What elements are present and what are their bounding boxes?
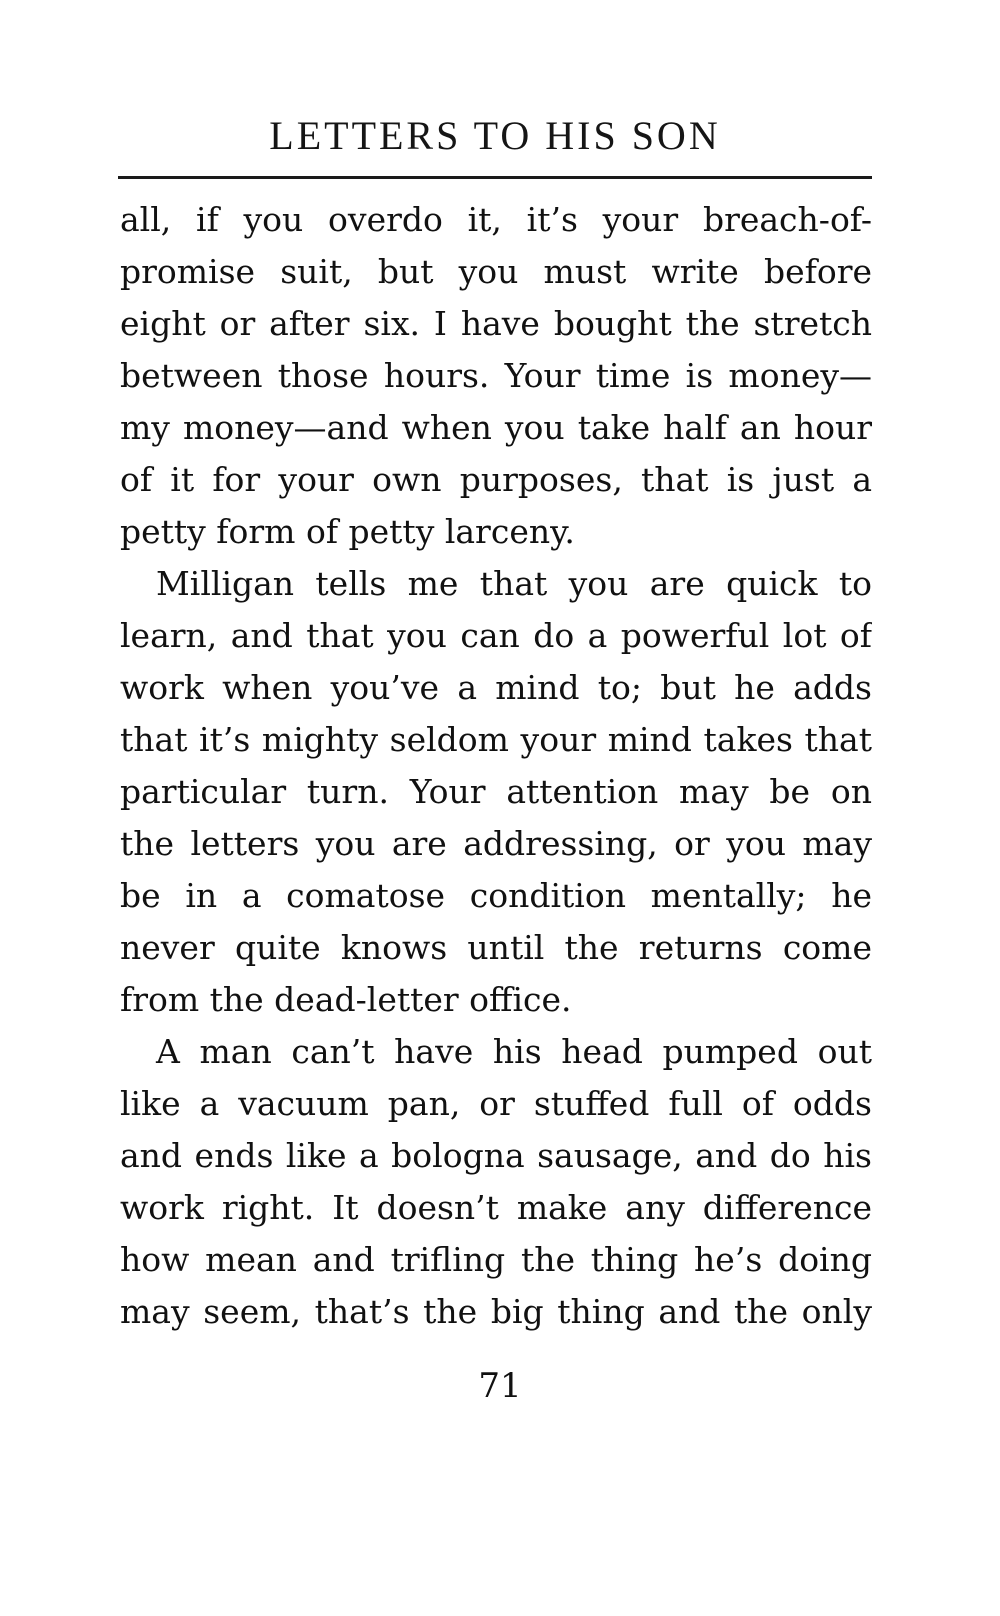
text-line: how mean and trifling the thing he’s doing xyxy=(120,1240,872,1279)
text-line: that it’s mighty seldom your mind takes that xyxy=(120,720,872,759)
text-line: be in a comatose condition mentally; he xyxy=(120,876,872,915)
text-line: the letters you are addressing, or you may xyxy=(120,824,872,863)
text-line: may seem, that’s the big thing and the only xyxy=(120,1292,872,1331)
paragraph xyxy=(120,1026,872,1338)
text-line: A man can’t have his head pumped out xyxy=(156,1032,872,1071)
text-line: eight or after six. I have bought the stretch xyxy=(120,304,872,343)
running-head: LETTERS TO HIS SON xyxy=(269,113,721,158)
paragraph xyxy=(120,558,872,1026)
body-text xyxy=(120,194,872,1338)
paragraph xyxy=(120,194,872,558)
text-line: never quite knows until the returns come xyxy=(120,928,872,967)
text-line: and ends like a bologna sausage, and do his xyxy=(120,1136,872,1175)
text-line: my money—and when you take half an hour xyxy=(120,408,872,447)
text-line: between those hours. Your time is money— xyxy=(120,356,872,395)
text-line: work right. It doesn’t make any difference xyxy=(120,1188,872,1227)
text-line: particular turn. Your attention may be on xyxy=(120,772,872,811)
text-line: all, if you overdo it, it’s your breach-of- xyxy=(120,200,872,239)
text-line: of it for your own purposes, that is just a xyxy=(120,460,872,499)
page-number: 71 xyxy=(478,1366,522,1406)
text-line: like a vacuum pan, or stuffed full of odds xyxy=(120,1084,872,1123)
header-rule xyxy=(118,176,872,179)
text-line: Milligan tells me that you are quick to xyxy=(156,564,872,603)
text-line: work when you’ve a mind to; but he adds xyxy=(120,668,872,707)
text-line: petty form of petty larceny. xyxy=(120,512,575,551)
text-line: from the dead-letter office. xyxy=(120,980,572,1019)
text-line: promise suit, but you must write before xyxy=(120,252,872,291)
text-line: learn, and that you can do a powerful lot of xyxy=(120,616,872,655)
